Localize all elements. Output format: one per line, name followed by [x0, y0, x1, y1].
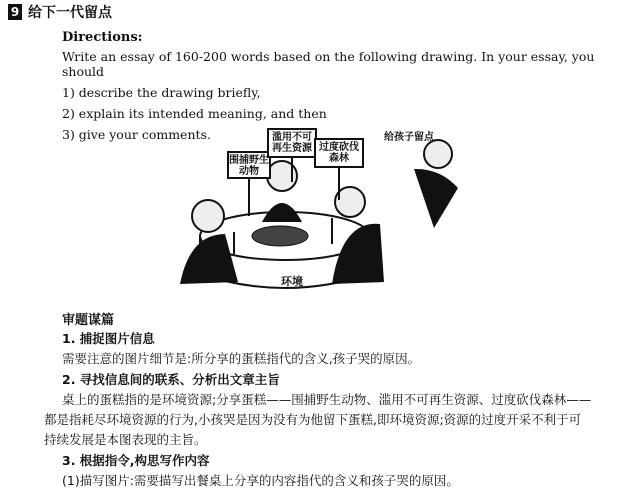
directions-item-1: 1) describe the drawing briefly, — [62, 85, 261, 100]
step2-text-2: 都是指耗尽环境资源的行为,小孩哭是因为没有为他留下蛋糕,即环境资源;资源的过度开采不利于可 — [44, 412, 582, 427]
header — [8, 2, 112, 22]
directions-item-2: 2) explain its intended meaning, and then — [62, 106, 327, 121]
sign-resources-label: 滥用不可 再生资源 — [272, 132, 312, 154]
cartoon-drawing — [170, 124, 480, 300]
page-title: 给下一代留点 — [28, 5, 112, 21]
crying-child-body-icon — [414, 169, 458, 228]
step1-text: 需要注意的图片细节是:所分享的蛋糕指代的含义,孩子哭的原因。 — [62, 351, 421, 366]
step2-text-1: 桌上的蛋糕指的是环境资源;分享蛋糕——围捕野生动物、滥用不可再生资源、过度砍伐森林—— — [62, 392, 592, 407]
table-environment-label: 环境 — [281, 275, 303, 288]
directions-label: Directions: — [62, 30, 143, 45]
middle-person-body-icon — [262, 203, 302, 222]
step2-title: 2. 寻找信息间的联系、分析出文章主旨 — [62, 372, 280, 387]
step1-title: 1. 捕捉图片信息 — [62, 331, 155, 346]
left-person-head-icon — [192, 200, 224, 232]
directions-item-3: 3) give your comments. — [62, 127, 211, 142]
question-number-badge: 9 — [8, 4, 22, 20]
step2-text-3: 持续发展是本图表现的主旨。 — [44, 432, 207, 447]
analysis-title: 审题谋篇 — [62, 313, 115, 328]
cake-icon — [252, 226, 308, 246]
child-caption: 给孩子留点 — [384, 132, 434, 143]
directions-line: Write an essay of 160-200 words based on the following drawing. In your essay, you should — [62, 49, 595, 79]
step3-text: (1)描写图片:需要描写出餐桌上分享的内容指代的含义和孩子哭的原因。 — [62, 473, 459, 488]
sign-wildlife-label: 围捕野生 动物 — [229, 155, 269, 177]
crying-child-head-icon — [424, 140, 452, 168]
sign-forest-label: 过度砍伐 森林 — [319, 142, 359, 164]
step3-title: 3. 根据指令,构思写作内容 — [62, 453, 210, 468]
